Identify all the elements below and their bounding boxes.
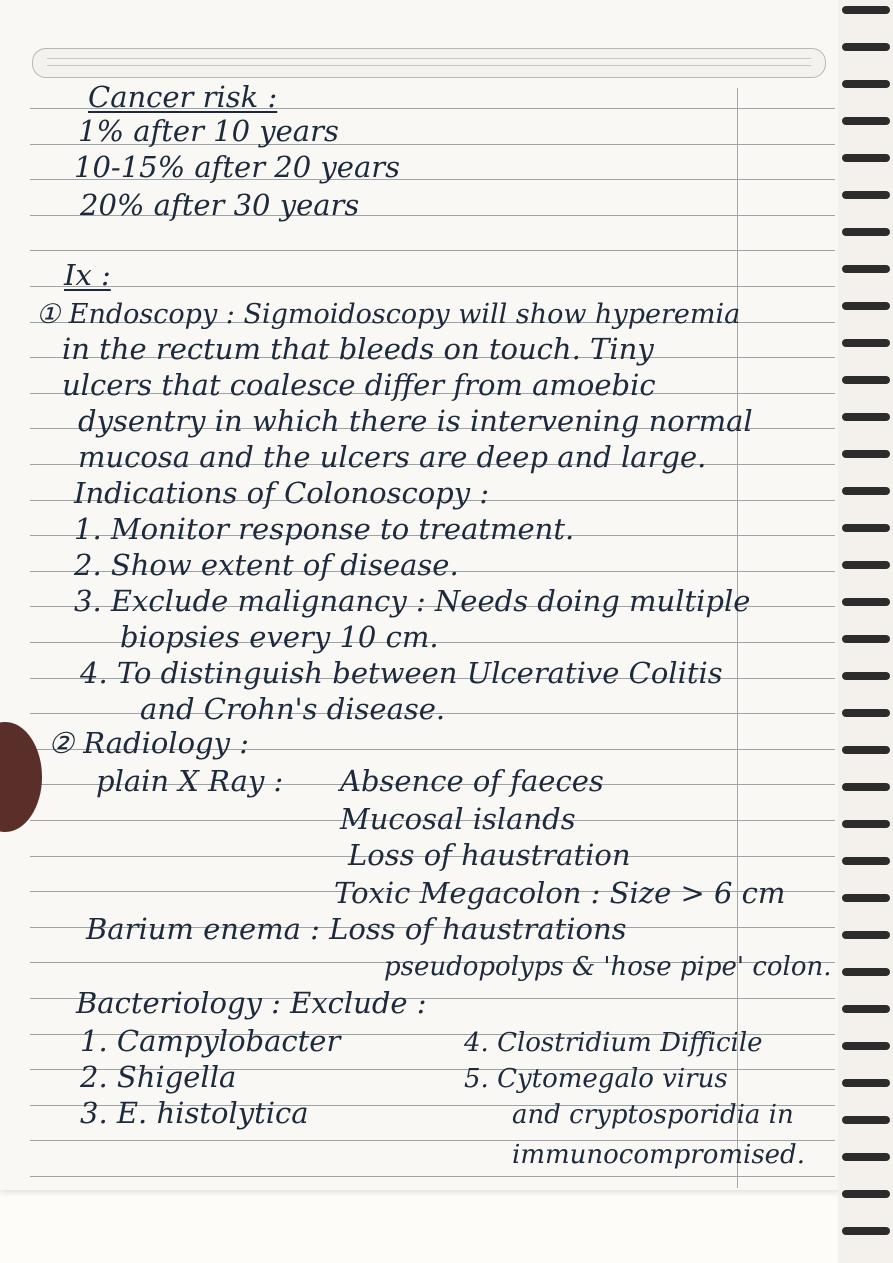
spiral-ring [842, 783, 890, 791]
cancer-risk-heading: Cancer risk : [88, 80, 278, 114]
bacteriology-item: immunocompromised. [512, 1140, 805, 1170]
spiral-ring [842, 80, 890, 88]
spiral-ring [842, 487, 890, 495]
spiral-ring [842, 1153, 890, 1161]
bacteriology-item: 5. Cytomegalo virus [464, 1064, 728, 1094]
spiral-ring [842, 635, 890, 643]
spiral-ring [842, 524, 890, 532]
colonoscopy-item: 3. Exclude malignancy : Needs doing multiple [74, 584, 751, 618]
bacteriology-heading: Bacteriology : Exclude : [76, 986, 427, 1020]
ix-heading: Ix : [64, 258, 111, 292]
spiral-ring [842, 894, 890, 902]
spiral-ring [842, 598, 890, 606]
spiral-ring [842, 709, 890, 717]
spiral-ring [842, 1116, 890, 1124]
barium-enema-line2: pseudopolyps & 'hose pipe' colon. [384, 952, 832, 982]
spiral-ring [842, 1042, 890, 1050]
bacteriology-item: 1. Campylobacter [80, 1024, 341, 1058]
spiral-ring [842, 450, 890, 458]
spiral-ring [842, 302, 890, 310]
colonoscopy-item: 2. Show extent of disease. [74, 548, 459, 582]
xray-finding: Mucosal islands [340, 802, 576, 836]
radiology-heading: ② Radiology : [48, 726, 249, 760]
spiral-binding [838, 0, 893, 1263]
spiral-ring [842, 154, 890, 162]
cancer-risk-row: 1% after 10 years [78, 114, 339, 148]
spiral-ring [842, 1227, 890, 1235]
margin-line [737, 88, 738, 1188]
bacteriology-item: 3. E. histolytica [80, 1096, 309, 1130]
spiral-ring [842, 746, 890, 754]
endoscopy-line: in the rectum that bleeds on touch. Tiny [62, 332, 654, 366]
bacteriology-item: 4. Clostridium Difficile [464, 1028, 763, 1058]
cancer-risk-row: 10-15% after 20 years [74, 150, 400, 184]
spiral-ring [842, 820, 890, 828]
ruled-line [30, 1176, 835, 1177]
ruled-line [30, 250, 835, 251]
colonoscopy-item: biopsies every 10 cm. [120, 620, 439, 654]
xray-finding: Loss of haustration [348, 838, 631, 872]
spiral-ring [842, 339, 890, 347]
endoscopy-line: mucosa and the ulcers are deep and large. [78, 440, 707, 474]
header-border [32, 48, 826, 78]
plain-xray-label: plain X Ray : [96, 764, 284, 798]
xray-finding: Absence of faeces [340, 764, 604, 798]
spiral-ring [842, 1190, 890, 1198]
endoscopy-line: ① Endoscopy : Sigmoidoscopy will show hyperemia [36, 299, 741, 330]
spiral-ring [842, 228, 890, 236]
bacteriology-item: and cryptosporidia in [512, 1100, 794, 1130]
colonoscopy-item: and Crohn's disease. [140, 692, 446, 726]
spiral-ring [842, 413, 890, 421]
spiral-ring [842, 265, 890, 273]
colonoscopy-item: 4. To distinguish between Ulcerative Colitis [80, 656, 723, 690]
ruled-line [30, 286, 835, 287]
endoscopy-line: dysentry in which there is intervening normal [78, 404, 753, 438]
endoscopy-line: ulcers that coalesce differ from amoebic [62, 368, 656, 402]
spiral-ring [842, 1079, 890, 1087]
spiral-ring [842, 43, 890, 51]
colonoscopy-item: 1. Monitor response to treatment. [74, 512, 575, 546]
spiral-ring [842, 857, 890, 865]
spiral-ring [842, 117, 890, 125]
spiral-ring [842, 376, 890, 384]
spiral-ring [842, 6, 890, 14]
xray-finding: Toxic Megacolon : Size > 6 cm [334, 876, 786, 910]
spiral-ring [842, 561, 890, 569]
spiral-ring [842, 1005, 890, 1013]
bacteriology-item: 2. Shigella [80, 1060, 237, 1094]
cancer-risk-row: 20% after 30 years [80, 188, 360, 222]
spiral-ring [842, 968, 890, 976]
colonoscopy-heading: Indications of Colonoscopy : [74, 476, 490, 510]
spiral-ring [842, 931, 890, 939]
barium-enema: Barium enema : Loss of haustrations [86, 912, 627, 946]
spiral-ring [842, 191, 890, 199]
spiral-ring [842, 672, 890, 680]
